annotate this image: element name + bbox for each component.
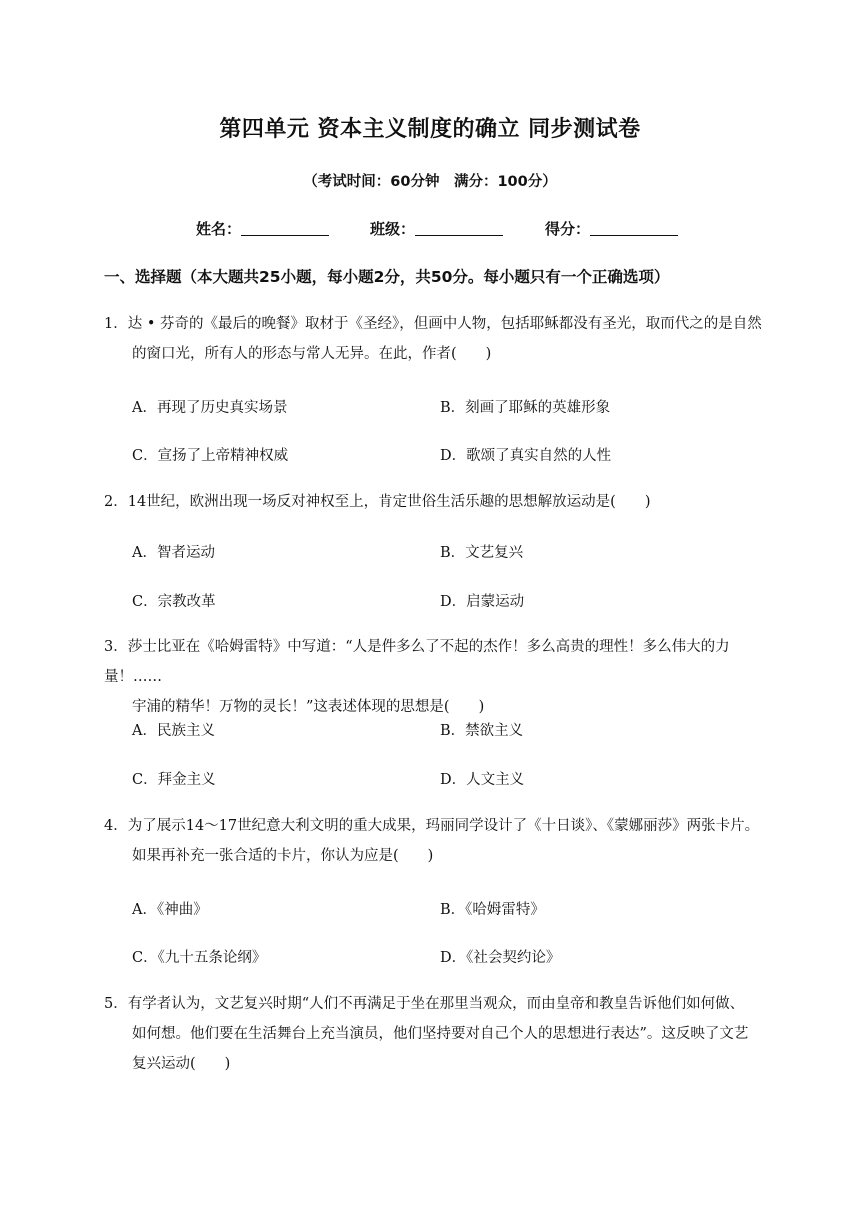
section-heading: 一、选择题（本大题共25小题，每小题2分，共50分。每小题只有一个正确选项） — [104, 268, 670, 286]
question-text: 复兴运动( ) — [132, 1056, 231, 1072]
option-b: B．禁欲主义 — [440, 723, 524, 739]
option-b: B．《哈姆雷特》 — [440, 902, 545, 918]
score-label: 得分： — [545, 220, 591, 238]
name-label: 姓名： — [196, 220, 242, 238]
question-text: 5．有学者认为，文艺复兴时期“人们不再满足于坐在那里当观众，而由皇帝和教皇告诉他们如何做、 — [104, 996, 745, 1012]
class-label: 班级： — [370, 220, 416, 238]
question-3 — [104, 632, 784, 722]
question-text: 4．为了展示14～17世纪意大利文明的重大成果，玛丽同学设计了《十日谈》、《蒙娜丽莎》两张卡片。 — [104, 818, 760, 834]
option-a: A．民族主义 — [132, 723, 215, 739]
option-d: D．启蒙运动 — [440, 594, 525, 610]
question-5 — [104, 989, 784, 1079]
question-text: 宇浦的精华！万物的灵长！”这表述体现的思想是( ) — [132, 699, 485, 715]
option-d: D．《社会契约论》 — [440, 950, 561, 966]
option-d: D．人文主义 — [440, 772, 525, 788]
question-text: 2．14世纪，欧洲出现一场反对神权至上，肯定世俗生活乐趣的思想解放运动是( ) — [104, 494, 651, 510]
option-b: B．刻画了耶稣的英雄形象 — [440, 400, 611, 416]
question-text: 1．达 • 芬奇的《最后的晚餐》取材于《圣经》，但画中人物，包括耶稣都没有圣光，取而代之的是自然 — [104, 316, 762, 332]
score-blank — [590, 221, 678, 236]
question-text: 的窗口光，所有人的形态与常人无异。在此，作者( ) — [132, 346, 492, 362]
question-4 — [104, 811, 784, 871]
option-a: A．《神曲》 — [132, 902, 208, 918]
question-text: 如何想。他们要在生活舞台上充当演员，他们坚持要对自己个人的思想进行表达”。这反映了文艺 — [132, 1026, 749, 1042]
option-c: C．宣扬了上帝精神权威 — [132, 448, 289, 464]
name-blank — [241, 221, 329, 236]
question-text: 3．莎士比亚在《哈姆雷特》中写道：“人是件多么了不起的杰作！多么高贵的理性！多么伟大的力量！…… — [104, 639, 730, 685]
class-field — [370, 218, 503, 239]
option-c: C．《九十五条论纲》 — [132, 950, 267, 966]
score-field — [545, 218, 678, 239]
question-2 — [104, 487, 784, 517]
option-c: C．拜金主义 — [132, 772, 216, 788]
option-b: B．文艺复兴 — [440, 545, 524, 561]
page-title: 第四单元 资本主义制度的确立 同步测试卷 — [219, 117, 641, 142]
question-text: 如果再补充一张合适的卡片，你认为应是( ) — [132, 848, 434, 864]
name-field — [196, 218, 329, 239]
option-a: A．再现了历史真实场景 — [132, 400, 288, 416]
option-d: D．歌颂了真实自然的人性 — [440, 448, 612, 464]
option-a: A．智者运动 — [132, 545, 215, 561]
question-1 — [104, 309, 784, 369]
option-c: C．宗教改革 — [132, 594, 216, 610]
exam-time-info: （考试时间：60分钟 满分：100分） — [303, 174, 557, 190]
class-blank — [415, 221, 503, 236]
